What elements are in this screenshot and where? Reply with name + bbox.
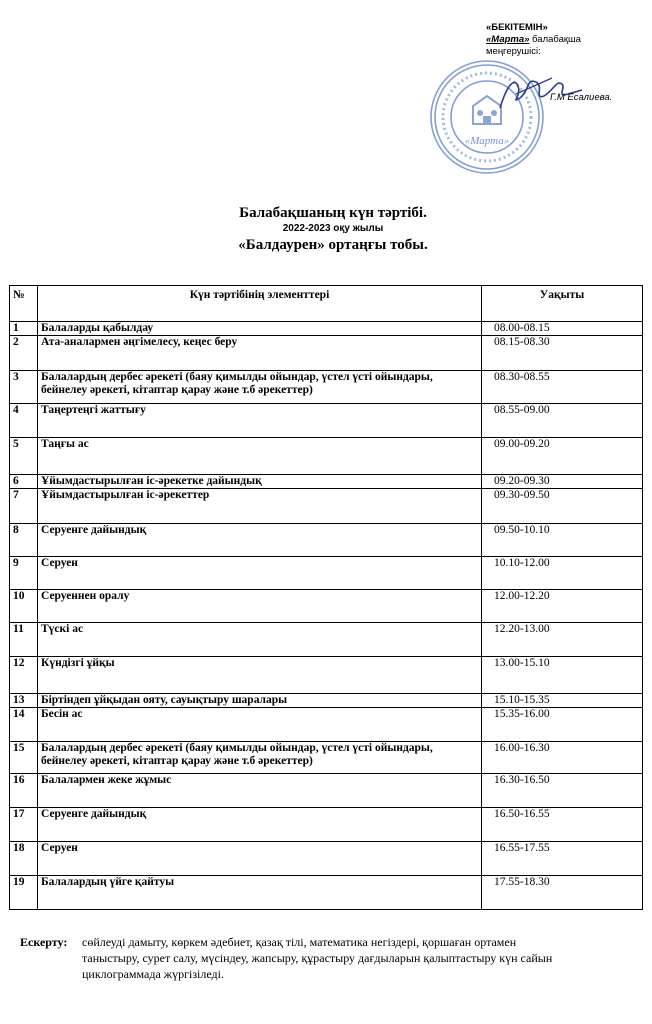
row-number: 19 [10, 876, 38, 910]
row-activity: Ұйымдастырылған іс-әрекеттер [38, 489, 482, 524]
table-row [10, 336, 643, 371]
row-activity: Балалармен жеке жұмыс [38, 774, 482, 808]
row-activity: Ата-аналармен әңгімелесу, кеңес беру [38, 336, 482, 371]
row-number: 11 [10, 623, 38, 657]
table-header-row [10, 286, 643, 322]
footnote-label: Ескерту: [20, 935, 68, 949]
table-row [10, 371, 643, 404]
stamp-text: «Марта» [464, 135, 510, 147]
row-time: 10.10-12.00 [482, 557, 643, 590]
row-number: 8 [10, 524, 38, 557]
row-time: 16.00-16.30 [482, 742, 643, 774]
table-row [10, 694, 643, 708]
table-row [10, 489, 643, 524]
row-time: 12.00-12.20 [482, 590, 643, 623]
row-time: 08.30-08.55 [482, 371, 643, 404]
row-time: 16.55-17.55 [482, 842, 643, 876]
row-number: 9 [10, 557, 38, 590]
footnote-text: сөйлеуді дамыту, көркем әдебиет, қазақ тілі, математика негіздері, қоршаған ортамен таныстыру, сурет салу, мүсіндеу, жапсыру, құрастыру дағдыларын қалыптастыру күн сайын циклограммада жүргізіледі. [82, 935, 553, 981]
table-row [10, 590, 643, 623]
table-row [10, 623, 643, 657]
row-time: 09.30-09.50 [482, 489, 643, 524]
row-number: 2 [10, 336, 38, 371]
table-row [10, 438, 643, 475]
row-time: 15.35-16.00 [482, 708, 643, 742]
row-number: 3 [10, 371, 38, 404]
row-activity: Серуен [38, 557, 482, 590]
row-time: 08.15-08.30 [482, 336, 643, 371]
row-number: 7 [10, 489, 38, 524]
table-row [10, 774, 643, 808]
table-row [10, 557, 643, 590]
table-row [10, 708, 643, 742]
row-activity: Балалардың дербес әрекеті (баяу қимылды ойындар, үстел үсті ойындары, бейнелеу әрекеті, кітаптар қарау және т.б әрекеттер) [38, 371, 482, 404]
row-number: 6 [10, 475, 38, 489]
row-activity: Серуенге дайындық [38, 524, 482, 557]
row-activity: Таңертеңгі жаттығу [38, 404, 482, 438]
table-row [10, 475, 643, 489]
row-time: 17.55-18.30 [482, 876, 643, 910]
row-activity: Серуен [38, 842, 482, 876]
row-time: 09.00-09.20 [482, 438, 643, 475]
table-row [10, 842, 643, 876]
table-row [10, 657, 643, 694]
header-elements: Күн тәртібінің элементтері [38, 286, 482, 322]
header-time: Уақыты [482, 286, 643, 322]
row-time: 08.00-08.15 [482, 322, 643, 336]
row-activity: Серуенге дайындық [38, 808, 482, 842]
row-number: 14 [10, 708, 38, 742]
row-number: 13 [10, 694, 38, 708]
row-activity: Балалардың үйге қайтуы [38, 876, 482, 910]
document-titles [0, 204, 652, 254]
row-number: 12 [10, 657, 38, 694]
table-row [10, 322, 643, 336]
row-number: 15 [10, 742, 38, 774]
row-activity: Бесін ас [38, 708, 482, 742]
row-time: 13.00-15.10 [482, 657, 643, 694]
row-activity: Ұйымдастырылған іс-әрекетке дайындық [38, 475, 482, 489]
row-activity: Түскі ас [38, 623, 482, 657]
table-row [10, 404, 643, 438]
row-number: 18 [10, 842, 38, 876]
approval-line2: балабақша [529, 34, 581, 45]
schedule-table [9, 285, 643, 910]
group-name: «Балдаурен» ортаңғы тобы. [238, 237, 428, 253]
row-activity: Күндізгі ұйқы [38, 657, 482, 694]
row-activity: Біртіндеп ұйқыдан ояту, сауықтыру шаралары [38, 694, 482, 708]
row-time: 09.20-09.30 [482, 475, 643, 489]
row-time: 08.55-09.00 [482, 404, 643, 438]
row-number: 17 [10, 808, 38, 842]
row-activity: Балаларды қабылдау [38, 322, 482, 336]
row-time: 15.10-15.35 [482, 694, 643, 708]
table-row [10, 742, 643, 774]
row-time: 16.50-16.55 [482, 808, 643, 842]
row-number: 1 [10, 322, 38, 336]
document-title: Балабақшаның күн тәртібі. [239, 205, 427, 221]
approval-block [486, 22, 646, 103]
kindergarten-name: «Марта» [486, 34, 530, 45]
footnote [20, 934, 560, 982]
approval-heading: «БЕКІТЕМІН» [486, 22, 548, 33]
approval-line3: меңгерушісі: [486, 46, 541, 57]
row-number: 10 [10, 590, 38, 623]
signer-name: Г.М Есалиева. [550, 92, 613, 103]
row-number: 16 [10, 774, 38, 808]
table-row [10, 524, 643, 557]
header-number: № [10, 286, 38, 322]
row-activity: Балалардың дербес әрекеті (баяу қимылды ойындар, үстел үсті ойындары, бейнелеу әрекеті, кітаптар қарау және т.б әрекеттер) [38, 742, 482, 774]
row-time: 16.30-16.50 [482, 774, 643, 808]
row-time: 12.20-13.00 [482, 623, 643, 657]
table-row [10, 808, 643, 842]
row-time: 09.50-10.10 [482, 524, 643, 557]
row-number: 4 [10, 404, 38, 438]
row-activity: Серуеннен оралу [38, 590, 482, 623]
school-year: 2022-2023 оқу жылы [282, 223, 384, 234]
table-row [10, 876, 643, 910]
row-number: 5 [10, 438, 38, 475]
row-activity: Таңғы ас [38, 438, 482, 475]
